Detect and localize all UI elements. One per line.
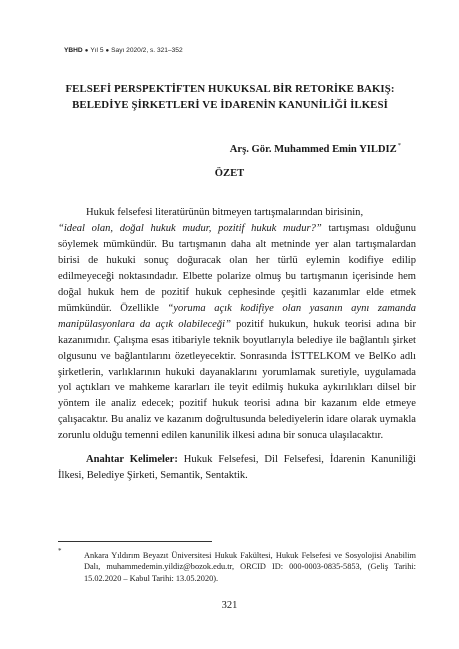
title-line-2: BELEDİYE ŞİRKETLERİ VE İDARENİN KANUNİLİĞİ İLKESİ [72,99,388,111]
page-number: 321 [221,600,238,611]
footnote-mark: * [58,547,62,555]
bullet-separator-icon: ● [105,48,110,54]
author-line [230,142,401,155]
keywords-paragraph [58,452,416,484]
bullet-separator-icon: ● [84,48,89,54]
footnote-divider [58,541,212,542]
abstract-quote-1: “ideal olan, doğal hukuk mudur, pozitif hukuk mudur?” [58,222,322,234]
keywords-label: Anahtar Kelimeler: [86,454,178,465]
abstract-text-2: tartışması olduğunu söylemek mümkündür. Bu tartışmanın daha alt metninde yer alan tartışmalardan birisi de hukuki sonuç doğuracak olan her türlü eylemin kodifiye edilip edilmeyeceği noktasındadır. Elbette polarize olmuş bu tartışmanın içerisinde hem doğal hukuk hem de pozitif hukuk cephesinde çeşitli kazanımlar elde etmek mümkündür. Özellikle [58,222,416,314]
abstract-heading: ÖZET [214,168,245,179]
journal-abbrev: YBHD [64,47,83,54]
journal-issue: Sayı 2020/2, s. 321–352 [111,47,183,54]
abstract-text-1: Hukuk felsefesi literatürünün bitmeyen tartışmalarından birisinin, [86,207,364,218]
abstract-text-3: pozitif hukukun, hukuk teorisi adına bir kazanımıdır. Çalışma esas itibariyle teknik boyutlarıyla belediye ile bağlantılı şirket olgusunu ve bağlantılarını özetleyecektir. Sonrasında İSTTELKOM ve BelKo adlı şirketlerin, varlıklarının hukuki dayanaklarını yorumlamak suretiyle, uygulamada yol açtıkları ve mahkeme kararları ile teyit edilmiş hukuka aykırılıkları dilsel bir yöntem ile analiz edecek; pozitif hukuk teorisi adına bir kazanım elde etmeye çalışacaktır. Bu analiz ve kazanım doğrultusunda belediyelerin idare olarak uymakla zorunlu olduğu temenni edilen kanunilik ilkesi adına bir sonuca ulaşılacaktır. [58,318,417,442]
running-header [64,47,183,54]
abstract-quote-2: “yoruma açık kodifiye olan yasanın aynı zamanda manipülasyonlara da açık olabileceği” [58,302,416,330]
keywords-text: Hukuk Felsefesi, Dil Felsefesi, İdarenin Kanuniliği İlkesi, Belediye Şirketi, Semantik, Sentaktik. [58,454,416,481]
author-name: Arş. Gör. Muhammed Emin YILDIZ [229,144,397,155]
journal-year: Yıl 5 [90,47,104,54]
author-footnote-mark: * [397,142,401,149]
abstract-paragraph [58,205,416,444]
title-line-1: FELSEFİ PERSPEKTİFTEN HUKUKSAL BİR RETORİKE BAKIŞ: [65,83,395,95]
footnote-text: Ankara Yıldırım Beyazıt Üniversitesi Hukuk Fakültesi, Hukuk Felsefesi ve Sosyolojisi Anabilim Dalı, muhammedemin.yildiz@bozok.edu.tr, ORCID ID: 000-0003-0835-5853, (Geliş Tarihi: 15.02.2020 – Kabul Tarihi: 13.05.2020). [84,551,416,583]
